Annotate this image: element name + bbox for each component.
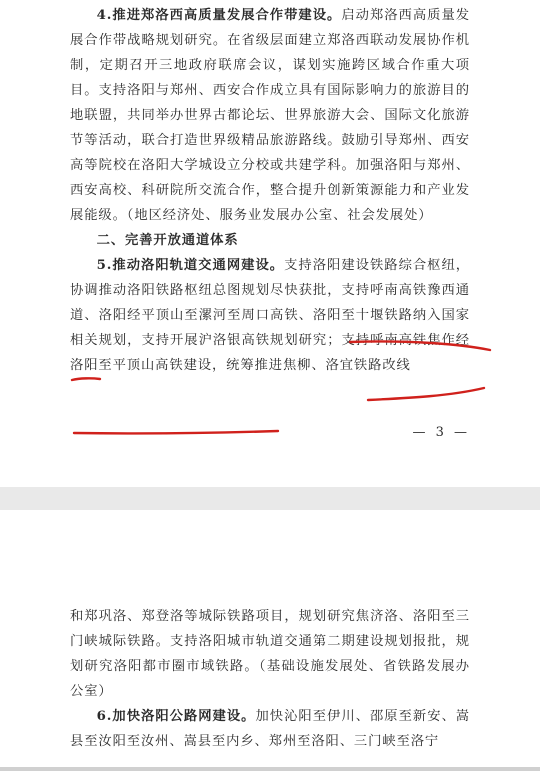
underline-mark	[72, 378, 100, 380]
viewer-bottom-bar	[0, 767, 540, 771]
paragraph-rail-network	[70, 253, 470, 378]
underline-mark	[368, 388, 484, 400]
section-heading: 二、完善开放通道体系	[96, 233, 239, 248]
paragraph-body: 支持洛阳建设铁路综合枢纽，协调推动洛阳铁路枢纽总图规划尽快获批，支持呼南高铁豫西通道、洛阳经平顶山至漯河至周口高铁、洛阳至十堰铁路纳入国家相关规划，支持开展沪洛银高铁规划研究；支持呼南高铁焦作经洛阳至平顶山高铁建设，统筹推进焦柳、洛宜铁路改线	[70, 258, 470, 373]
paragraph-lead: 5.推动洛阳轨道交通网建设。	[96, 258, 285, 273]
page-number: — 3 —	[412, 425, 470, 440]
page-1-text	[70, 3, 470, 378]
page-2-text	[70, 604, 470, 754]
document-page-2	[0, 510, 540, 771]
underline-mark	[74, 431, 278, 433]
paragraph-body: 启动郑洛西高质量发展合作带战略规划研究。在省级层面建立郑洛西联动发展协作机制，定期召开三地政府联席会议，谋划实施跨区域合作重大项目。支持洛阳与郑州、西安合作成立具有国际影响力的旅游目的地联盟，共同举办世界古都论坛、世界旅游大会、国际文化旅游节等活动，联合打造世界级精品旅游路线。鼓励引导郑州、西安高等院校在洛阳大学城设立分校或共建学科。加强洛阳与郑州、西安高校、科研院所交流合作，整合提升创新策源能力和产业发展能级。（地区经济处、服务业发展办公室、社会发展处）	[70, 8, 470, 223]
paragraph-lead: 4.推进郑洛西高质量发展合作带建设。	[96, 8, 342, 23]
paragraph-continuation: 和郑巩洛、郑登洛等城际铁路项目，规划研究焦济洛、洛阳至三门峡城际铁路。支持洛阳城市轨道交通第二期建设规划报批，规划研究洛阳都市圈市域铁路。（基础设施发展处、省铁路发展办公室）	[70, 609, 470, 699]
paragraph-highway-network	[70, 704, 470, 754]
paragraph-body: 加快沁阳至伊川、邵原至新安、嵩县至汝阳至汝州、嵩县至内乡、郑州至洛阳、三门峡至洛宁	[70, 709, 471, 749]
paragraph-cooperation-belt	[70, 3, 470, 228]
paragraph-lead: 6.加快洛阳公路网建设。	[96, 709, 256, 724]
